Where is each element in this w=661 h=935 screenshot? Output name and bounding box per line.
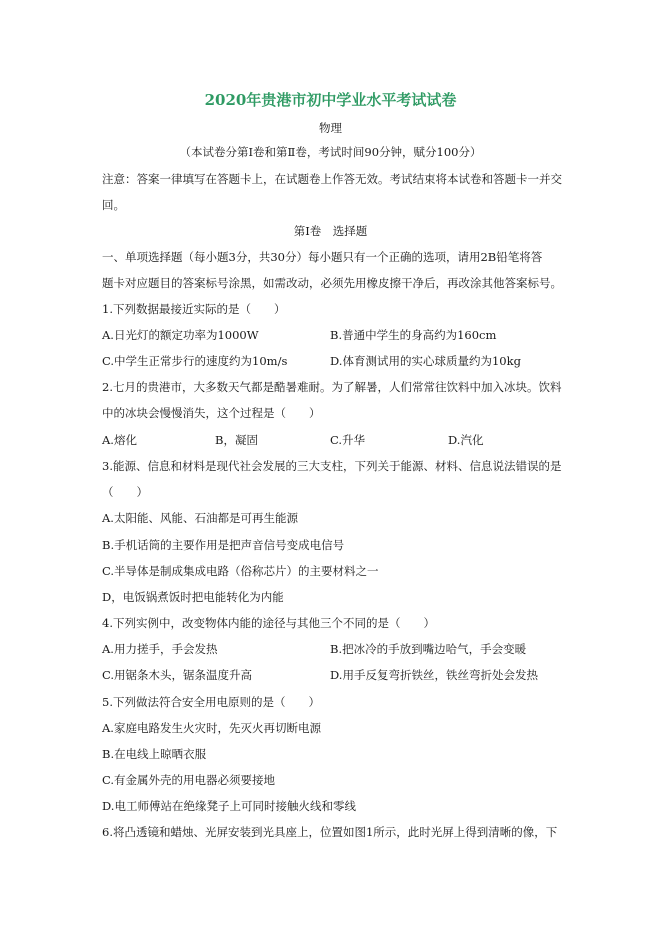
question-5-option-c: C.有金属外壳的用电器必须要接地 <box>102 773 276 787</box>
question-3-option-a: A.太阳能、风能、石油都是可再生能源 <box>102 511 298 525</box>
question-3-option-c: C.半导体是制成集成电路（俗称芯片）的主要材料之一 <box>102 564 379 578</box>
question-2-option-a: A.熔化 <box>102 433 137 447</box>
section-instruction-line-2: 题卡对应题目的答案标号涂黑，如需改动，必须先用橡皮擦干净后，再改涂其他答案标号。 <box>102 276 562 290</box>
exam-title: 2020年贵港市初中学业水平考试试卷 <box>204 91 457 109</box>
question-2-option-c: C.升华 <box>330 433 366 447</box>
question-2-option-b: B，凝固 <box>215 433 258 447</box>
notice-line-2: 回。 <box>102 198 125 212</box>
question-2-option-d: D.汽化 <box>448 433 484 447</box>
question-3-stem-line-2: （ ） <box>102 485 148 499</box>
question-4-option-b: B.把冰冷的手放到嘴边哈气，手会变暖 <box>330 642 527 656</box>
question-4-option-a: A.用力搓手，手会发热 <box>102 642 218 656</box>
question-5-option-d: D.电工师傅站在绝缘凳子上可同时接触火线和零线 <box>102 799 356 813</box>
question-4-option-d: D.用手反复弯折铁丝，铁丝弯折处会发热 <box>330 668 538 682</box>
notice-line-1: 注意：答案一律填写在答题卡上，在试题卷上作答无效。考试结束将本试卷和答题卡一并交 <box>102 172 562 186</box>
question-1-option-c: C.中学生正常步行的速度约为10m/s <box>102 354 288 368</box>
question-5-option-a: A.家庭电路发生火灾时，先灭火再切断电源 <box>102 721 321 735</box>
section-instruction-line-1: 一、单项选择题（每小题3分，共30分）每小题只有一个正确的选项，请用2B铅笔将答 <box>102 250 543 264</box>
question-3-option-d: D，电饭锅煮饭时把电能转化为内能 <box>102 590 284 604</box>
question-1-option-a: A.日光灯的额定功率为1000W <box>102 328 259 342</box>
question-5-option-b: B.在电线上晾晒衣服 <box>102 747 207 761</box>
question-1-option-b: B.普通中学生的身高约为160cm <box>330 328 497 342</box>
question-5-stem: 5.下列做法符合安全用电原则的是（ ） <box>102 695 320 709</box>
part-title: 第Ⅰ卷 选择题 <box>293 224 368 238</box>
question-3-option-b: B.手机话筒的主要作用是把声音信号变成电信号 <box>102 538 345 552</box>
question-1-option-d: D.体育测试用的实心球质量约为10kg <box>330 354 521 368</box>
subject-label: 物理 <box>319 121 342 135</box>
question-4-stem: 4.下列实例中，改变物体内能的途径与其他三个不同的是（ ） <box>102 616 435 630</box>
question-2-stem-line-2: 中的冰块会慢慢消失，这个过程是（ ） <box>102 406 321 420</box>
question-1-stem: 1.下列数据最接近实际的是（ ） <box>102 302 286 316</box>
exam-info: （本试卷分第Ⅰ卷和第Ⅱ卷，考试时间90分钟，赋分100分） <box>179 145 482 159</box>
question-3-stem-line-1: 3.能源、信息和材料是现代社会发展的三大支柱，下列关于能源、材料、信息说法错误的是 <box>102 459 562 473</box>
question-2-stem-line-1: 2.七月的贵港市，大多数天气都是酷暑难耐。为了解暑，人们常常往饮料中加入冰块。饮料 <box>102 380 562 394</box>
question-6-stem: 6.将凸透镜和蜡烛、光屏安装到光具座上，位置如图1所示，此时光屏上得到清晰的像，下 <box>102 825 558 839</box>
question-4-option-c: C.用锯条木头，锯条温度升高 <box>102 668 253 682</box>
